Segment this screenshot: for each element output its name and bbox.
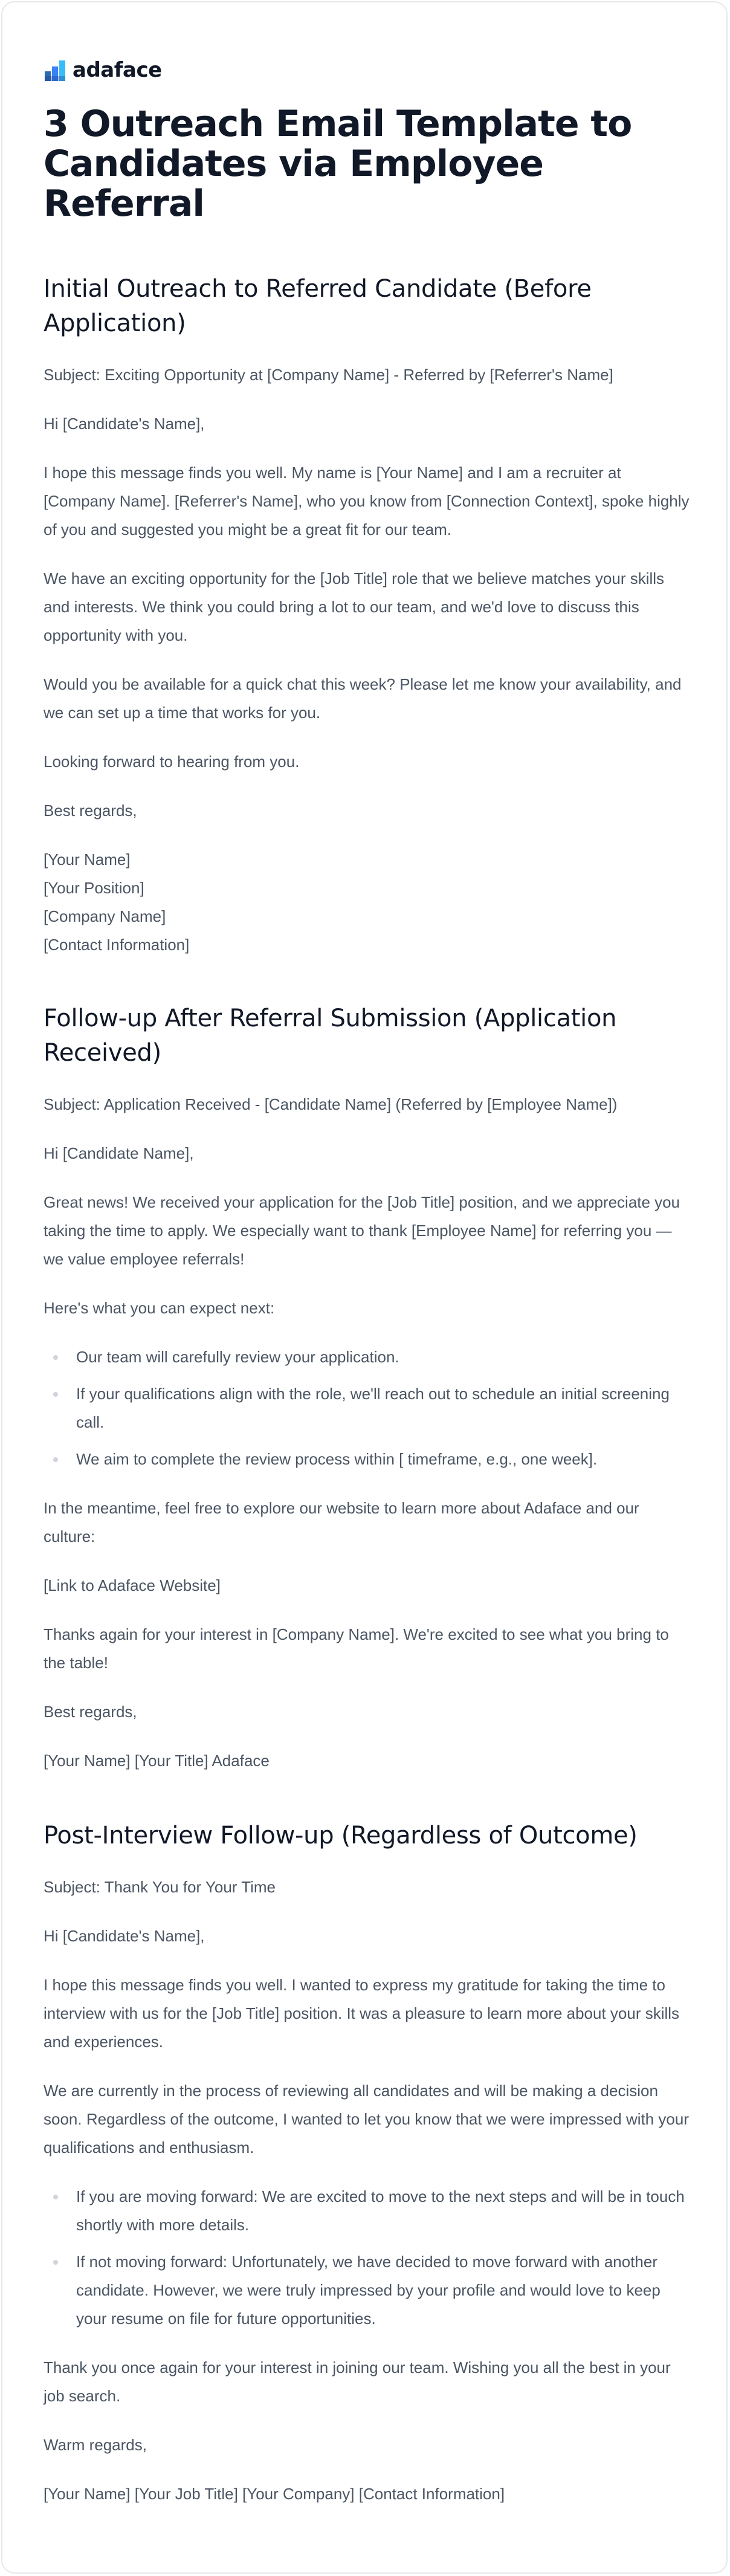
list-item <box>76 2248 690 2333</box>
section-application-received <box>44 1002 690 1775</box>
email-signoff: Warm regards, <box>44 2436 147 2454</box>
email-subject: Subject: Application Received - [Candidate Name] (Referred by [Employee Name]) <box>44 1095 618 1113</box>
email-signoff: Best regards, <box>44 801 137 820</box>
bullet-dot-icon <box>53 2195 58 2199</box>
email-paragraph: Here's what you can expect next: <box>44 1299 275 1317</box>
email-paragraph: In the meantime, feel free to explore our website to learn more about Adaface and our culture: <box>44 1499 639 1545</box>
signature-line: [Your Name] <box>44 850 131 869</box>
email-signature: [Your Name] [Your Title] Adaface <box>44 1752 270 1770</box>
list-item-text: If you are moving forward: We are excited to move to the next steps and will be in touch shortly with more details. <box>76 2187 685 2234</box>
signature-line: [Your Position] <box>44 879 144 897</box>
signature-line: [Contact Information] <box>44 936 190 954</box>
email-signature: [Your Name] [Your Job Title] [Your Company] [Contact Information] <box>44 2485 505 2503</box>
brand-name: adaface <box>73 58 162 82</box>
section-heading: Initial Outreach to Referred Candidate (Before Application) <box>44 275 592 337</box>
list-item <box>76 2183 690 2239</box>
email-paragraph: We have an exciting opportunity for the [Job Title] role that we believe matches your skills and interests. We think you could bring a lot to our team, and we'd love to discuss this opportunity with you. <box>44 569 665 644</box>
bullet-dot-icon <box>53 1392 58 1397</box>
list-item-text: Our team will carefully review your application. <box>76 1348 399 1366</box>
email-paragraph: Looking forward to hearing from you. <box>44 752 300 771</box>
email-subject: Subject: Exciting Opportunity at [Company Name] - Referred by [Referrer's Name] <box>44 366 613 384</box>
list-item-text: If your qualifications align with the role, we'll reach out to schedule an initial screening call. <box>76 1385 670 1431</box>
outcome-list <box>44 2183 690 2333</box>
website-link-placeholder: [Link to Adaface Website] <box>44 1576 221 1594</box>
bullet-dot-icon <box>53 1355 58 1360</box>
section-heading: Post-Interview Follow-up (Regardless of Outcome) <box>44 1822 638 1849</box>
brand-logo[interactable] <box>44 54 690 86</box>
section-initial-outreach <box>44 272 690 959</box>
email-paragraph: Would you be available for a quick chat this week? Please let me know your availability, and we can set up a time that works for you. <box>44 675 682 722</box>
email-signoff: Best regards, <box>44 1703 137 1721</box>
email-paragraph: Thanks again for your interest in [Company Name]. We're excited to see what you bring to the table! <box>44 1625 669 1672</box>
page-title: 3 Outreach Email Template to Candidates via Employee Referral <box>44 103 632 225</box>
email-greeting: Hi [Candidate Name], <box>44 1144 194 1162</box>
email-paragraph: I hope this message finds you well. I wanted to express my gratitude for taking the time to interview with us for the [Job Title] position. It was a pleasure to learn more about your skills and experiences. <box>44 1976 680 2051</box>
signature-line: [Company Name] <box>44 907 166 925</box>
bullet-dot-icon <box>53 2260 58 2265</box>
email-greeting: Hi [Candidate's Name], <box>44 415 205 433</box>
adaface-logo-icon <box>44 58 68 82</box>
content <box>44 54 690 2508</box>
list-item <box>76 1445 690 1474</box>
email-paragraph: We are currently in the process of reviewing all candidates and will be making a decision soon. Regardless of the outcome, I wanted to let you know that we were impressed with your qualifications and enthusiasm. <box>44 2082 689 2157</box>
section-post-interview <box>44 1819 690 2508</box>
email-greeting: Hi [Candidate's Name], <box>44 1927 205 1945</box>
section-heading: Follow-up After Referral Submission (Application Received) <box>44 1005 617 1067</box>
next-steps-list <box>44 1343 690 1474</box>
email-paragraph: Great news! We received your application for the [Job Title] position, and we appreciate you taking the time to apply. We especially want to thank [Employee Name] for referring you — we value employee referrals! <box>44 1193 680 1268</box>
list-item-text: If not moving forward: Unfortunately, we have decided to move forward with another candidate. However, we were truly impressed by your profile and would love to keep your resume on file for future opportunities. <box>76 2253 661 2328</box>
email-subject: Subject: Thank You for Your Time <box>44 1878 276 1896</box>
bullet-dot-icon <box>53 1457 58 1462</box>
email-paragraph: I hope this message finds you well. My name is [Your Name] and I am a recruiter at [Company Name]. [Referrer's Name], who you know from [Connection Context], spoke highly of you and suggested you might be a great fit for our team. <box>44 464 690 539</box>
list-item <box>76 1380 690 1437</box>
list-item-text: We aim to complete the review process within [ timeframe, e.g., one week]. <box>76 1450 598 1468</box>
template-card <box>1 1 728 2574</box>
email-paragraph: Thank you once again for your interest in joining our team. Wishing you all the best in your job search. <box>44 2358 671 2405</box>
list-item <box>76 1343 690 1371</box>
